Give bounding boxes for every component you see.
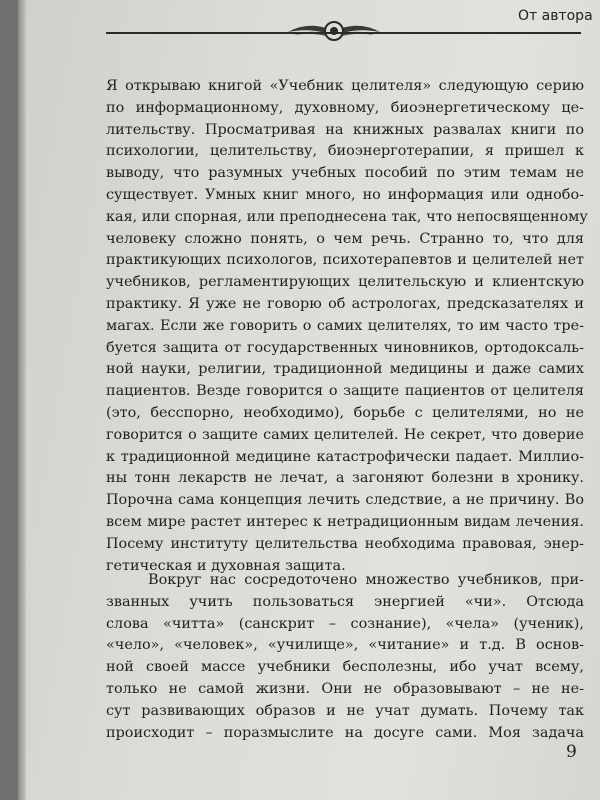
text-line: человеку сложно понять, о чем речь. Странно то, что для bbox=[106, 230, 584, 247]
text-line: говорится о защите самих целителей. Не секрет, что доверие bbox=[106, 426, 584, 443]
header-rule bbox=[106, 32, 581, 34]
text-line: «чело», «человек», «училище», «читание» и т.д. В основ- bbox=[106, 637, 584, 654]
text-line: кая, или спорная, или преподнесена так, что непосвященному bbox=[106, 208, 588, 225]
text-line: гетическая и духовная защита. bbox=[106, 557, 346, 574]
text-line: практикующих психологов, психотерапевтов и целителей нет bbox=[106, 252, 584, 269]
text-line: ны тонн лекарств не лечат, а загоняют болезни в хронику. bbox=[106, 470, 584, 487]
text-line: сут развивающих образов и не учат думать. Почему так bbox=[106, 702, 584, 719]
page-number: 9 bbox=[566, 742, 577, 762]
paragraph-1 bbox=[106, 76, 588, 577]
text-line: буется защита от государственных чиновников, ортодоксаль- bbox=[106, 339, 584, 356]
text-line: Порочна сама концепция лечить следствие, а не причину. Во bbox=[106, 492, 584, 509]
book-spine bbox=[18, 0, 26, 800]
text-line: ной науки, религии, традиционной медицины и даже самих bbox=[106, 361, 584, 378]
text-line: Вокруг нас сосредоточено множество учебников, при- bbox=[148, 572, 584, 588]
book-page bbox=[18, 0, 600, 800]
text-line: учебников, регламентирующих целительскую и клиентскую bbox=[106, 274, 584, 291]
text-line: ной своей массе учебники бесполезны, ибо учат всему, bbox=[106, 659, 584, 676]
paragraph-2 bbox=[106, 570, 584, 744]
text-line: (это, бесспорно, необходимо), борьбе с целителями, но не bbox=[106, 404, 584, 421]
text-line: по информационному, духовному, биоэнергетическому це- bbox=[106, 99, 584, 116]
text-line: пациентов. Везде говорится о защите пациентов от целителя bbox=[106, 383, 584, 400]
text-line: выводу, что разумных учебных пособий по этим темам не bbox=[106, 165, 584, 182]
text-line: всем мире растет интерес к нетрадиционным видам лечения. bbox=[106, 513, 584, 530]
text-line: Посему институту целительства необходима правовая, энер- bbox=[106, 535, 584, 552]
winged-emblem-icon bbox=[286, 14, 382, 44]
text-line: практику. Я уже не говорю об астрологах, предсказателях и bbox=[106, 295, 584, 312]
text-line: Я открываю книгой «Учебник целителя» следующую серию bbox=[106, 78, 584, 94]
text-line: к традиционной медицине катастрофически падает. Миллио- bbox=[106, 448, 584, 465]
text-line: магах. Если же говорить о самих целителях, то им часто тре- bbox=[106, 317, 584, 334]
text-line: психологии, целительству, биоэнерготерапии, я пришел к bbox=[106, 143, 584, 160]
text-line: существует. Умных книг много, но информация или однобо- bbox=[106, 186, 584, 203]
running-header-title: От автора bbox=[518, 8, 593, 24]
text-line: званных учить пользоваться энергией «чи». Отсюда bbox=[106, 593, 584, 610]
text-line: лительству. Просматривая на книжных развалах книги по bbox=[106, 121, 584, 138]
text-line: происходит – поразмыслите на досуге сами. Моя задача bbox=[106, 724, 584, 741]
text-line: слова «читта» (санскрит – сознание), «чела» (ученик), bbox=[106, 615, 584, 632]
text-line: только не самой жизни. Они не образовывают – не не- bbox=[106, 680, 584, 697]
